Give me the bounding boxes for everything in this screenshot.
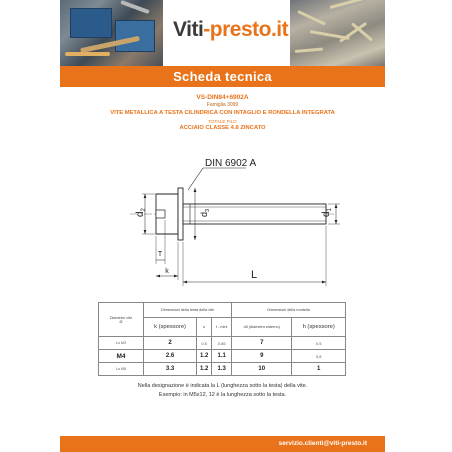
integrated-washer xyxy=(178,188,183,240)
product-material: ACCIAIO CLASSE 4.8 ZINCATO xyxy=(179,125,266,131)
dimensions-table xyxy=(98,302,346,376)
header-h: h (spessore) xyxy=(292,318,346,337)
cell-s: 1.2 xyxy=(197,350,212,363)
cell-d3: 9 xyxy=(232,350,292,363)
header-k: k (spessore) xyxy=(144,318,197,337)
standard-label: DIN 6902 A xyxy=(205,158,257,169)
table-row xyxy=(99,337,346,350)
tools-photo xyxy=(60,0,163,66)
cell-diameter: Lo M3 xyxy=(99,337,144,350)
cell-d3: 10 xyxy=(232,363,292,376)
product-thread: TOTALE FILO xyxy=(208,119,237,124)
customer-service-email[interactable]: servizio.clienti@viti-presto.it xyxy=(278,440,367,447)
spec-sheet-page xyxy=(60,0,385,452)
dim-t: T xyxy=(157,251,163,258)
cell-diameter: Lo M5 xyxy=(99,363,144,376)
screw-drawing-svg xyxy=(60,152,385,292)
header-d3: d3 (diametro esterno) xyxy=(232,318,292,337)
logo-area xyxy=(163,0,290,66)
footer-bar xyxy=(60,436,385,452)
table-row xyxy=(99,350,346,363)
cell-h: 1 xyxy=(292,363,346,376)
designation-note: Nella designazione è indicata la L (lunghezza sotto la testa) della vite. xyxy=(137,383,308,389)
product-family: Famiglia 3099 xyxy=(206,102,239,108)
product-info xyxy=(60,94,385,131)
header-washer-group: Dimensioni della rondella xyxy=(232,303,346,318)
dim-d3: $d_3$ xyxy=(199,208,211,217)
screws-photo xyxy=(290,0,385,66)
cell-tmin: 0.85 xyxy=(212,337,232,350)
product-description: VITE METALLICA A TESTA CILINDRICA CON INTAGLIO E RONDELLA INTEGRATA xyxy=(110,110,335,116)
screw-slot xyxy=(156,210,165,218)
section-banner: Scheda tecnica xyxy=(60,66,385,87)
example-note: Esempio: in M5x12, 12 è la lunghezza sotto la testa. xyxy=(158,392,287,398)
cell-d3: 7 xyxy=(232,337,292,350)
cell-k: 3.3 xyxy=(144,363,197,376)
cell-tmin: 1.1 xyxy=(212,350,232,363)
cell-k: 2 xyxy=(144,337,197,350)
cell-h: 0.5 xyxy=(292,337,346,350)
cell-tmin: 1.3 xyxy=(212,363,232,376)
dim-k: k xyxy=(165,268,169,275)
header-s: s xyxy=(197,318,212,337)
dim-d1: $d_1$ xyxy=(321,208,333,217)
product-code: VS-DIN84+6902A xyxy=(196,94,249,101)
header-diameter: Diametro vite Ø xyxy=(99,303,144,337)
dim-l: L xyxy=(250,269,258,281)
technical-drawing xyxy=(60,152,385,292)
header-tmin: t - mini xyxy=(212,318,232,337)
dim-d2: $d_2$ xyxy=(135,208,147,217)
cell-s: 0.5 xyxy=(197,337,212,350)
cell-k: 2.6 xyxy=(144,350,197,363)
table-row xyxy=(99,363,346,376)
brand-logo[interactable]: Viti-presto.it xyxy=(173,18,289,41)
cell-s: 1.2 xyxy=(197,363,212,376)
cell-h: 0,8 xyxy=(292,350,346,363)
header-head-group: Dimensioni della testa della vite xyxy=(144,303,232,318)
cell-diameter: M4 xyxy=(99,350,144,363)
